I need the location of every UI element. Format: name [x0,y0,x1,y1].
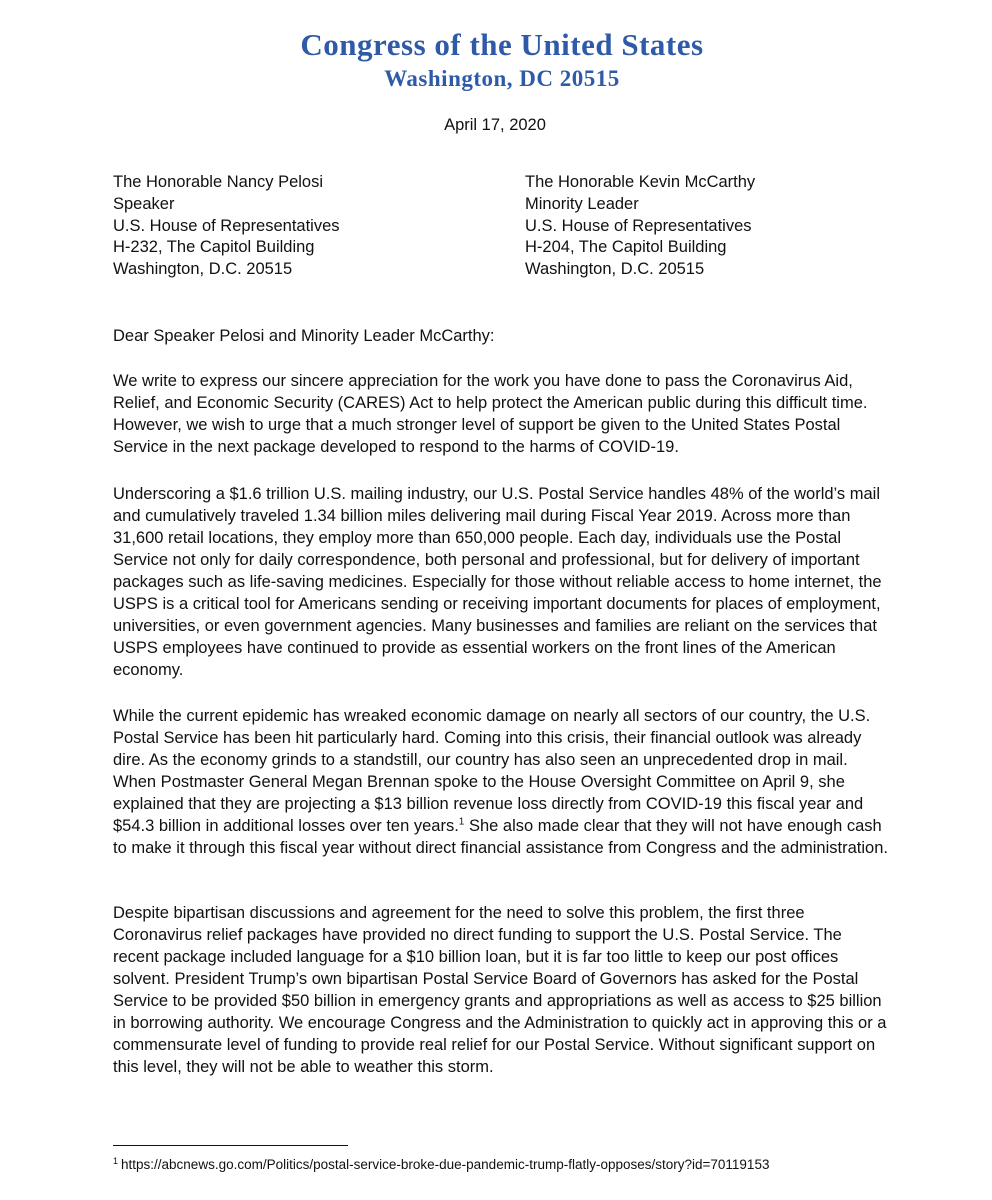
recipient-office: H-204, The Capitol Building [525,238,727,257]
body-paragraph-1: We write to express our sincere appreciation for the work you have done to pass the Coronavirus Aid, Relief, and Economic Security (CARES) Act to help protect the American public during this difficult time. However, we wish to urge that a much stronger level of support be given to the United States Postal Service in the next package developed to respond to the harms of COVID-19. [113,372,868,456]
body-paragraph-4: Despite bipartisan discussions and agreement for the need to solve this problem, the first three Coronavirus relief packages have provided no direct funding to support the U.S. Postal Service. The recent package included language for a $10 billion loan, but it is far too little to keep our post offices solvent. President Trump’s own bipartisan Postal Service Board of Governors has asked for the Postal Service to be provided $50 billion in emergency grants and appropriations as well as access to $25 billion in borrowing authority. We encourage Congress and the Administration to quickly act in approving this or a commensurate level of funding to provide real relief for our Postal Service. Without significant support on this level, they will not be able to weather this storm. [113,904,887,1076]
salutation: Dear Speaker Pelosi and Minority Leader McCarthy: [113,327,495,345]
recipient-address-mccarthy [525,172,755,281]
letterhead-location: Washington, DC 20515 [384,66,620,91]
recipient-city: Washington, D.C. 20515 [113,260,293,279]
footnote-link[interactable]: https://abcnews.go.com/Politics/postal-service-broke-due-pandemic-trump-flatly-opposes/story?id=70119153 [121,1157,770,1172]
body-paragraph-2: Underscoring a $1.6 trillion U.S. mailing industry, our U.S. Postal Service handles 48% of the world’s mail and cumulatively traveled 1.34 billion miles delivering mail during Fiscal Year 2019. Across more than 31,600 retail locations, they employ more than 650,000 people. Each day, individuals use the Postal Service not only for daily correspondence, both personal and professional, but for delivery of important packages such as life-saving medicines. Especially for those without reliable access to home internet, the USPS is a critical tool for Americans sending or receiving important documents for places of employment, universities, or even government agencies. Many businesses and families are reliant on the services that USPS employees have continued to provide as essential workers on the front lines of the American economy. [113,485,882,679]
recipient-body: U.S. House of Representatives [525,216,752,235]
recipient-name: The Honorable Nancy Pelosi [113,173,324,191]
letterhead [0,26,992,94]
recipient-address-pelosi [113,172,340,281]
footnote [113,1157,769,1172]
recipient-title: Minority Leader [525,194,639,213]
paragraph-text-before-footnote: While the current epidemic has wreaked economic damage on nearly all sectors of our country, the U.S. Postal Service has been hit particularly hard. Coming into this crisis, their financial outlook was already dire. As the economy grinds to a standstill, our country has also seen an unprecedented drop in mail. When Postmaster General Megan Brennan spoke to the House Oversight Committee on April 9, she explained that they are projecting a $13 billion revenue loss directly from COVID-19 this fiscal year and $54.3 billion in additional losses over ten years. [113,707,871,835]
recipient-body: U.S. House of Representatives [113,216,340,235]
recipient-office: H-232, The Capitol Building [113,238,315,257]
recipient-title: Speaker [113,194,175,213]
recipient-city: Washington, D.C. 20515 [525,260,705,279]
footnote-reference: 1 [458,816,465,828]
recipient-name: The Honorable Kevin McCarthy [525,173,756,191]
letterhead-title: Congress of the United States [300,27,704,62]
letter-date: April 17, 2020 [444,116,546,134]
footnote-marker: 1 [113,1155,119,1166]
paragraph-text-after-footnote: She also made clear that they will not have enough cash to make it through this fiscal year without direct financial assistance from Congress and the administration. [113,817,888,857]
body-paragraph-3 [113,705,888,859]
footnote-divider [113,1145,348,1146]
